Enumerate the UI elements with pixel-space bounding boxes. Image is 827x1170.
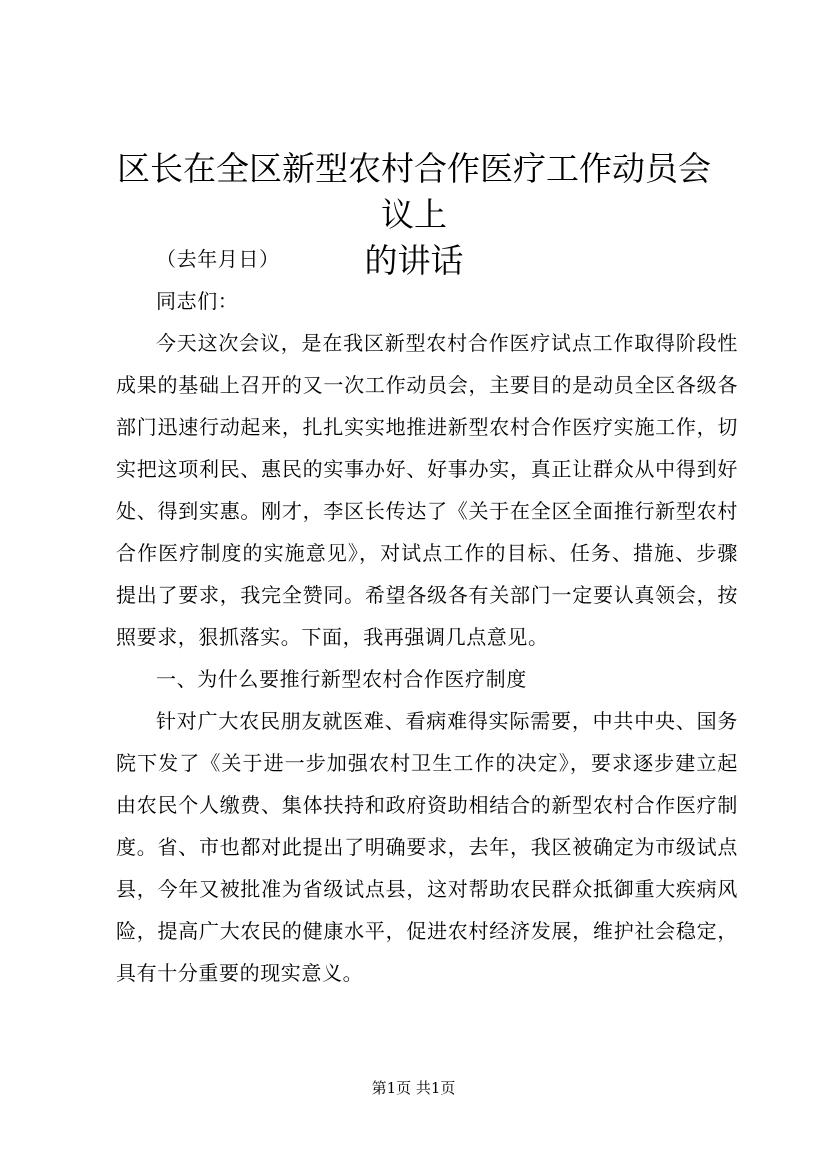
date-line: （去年月日） xyxy=(156,247,280,271)
paragraph-section-1: 针对广大农民朋友就医难、看病难得实际需要，中共中央、国务院下发了《关于进一步加强农村卫生工作的决定》，要求逐步建立起由农民个人缴费、集体扶持和政府资助相结合的新型农村合作医疗制度。省、市也都对此提出了明确要求，去年，我区被确定为市级试点县，今年又被批准为省级试点县，这对帮助农民群众抵御重大疾病风险，提高广大农民的健康水平，促进农村经济发展，维护社会稳定，具有十分重要的现实意义。 xyxy=(116,709,738,985)
salutation: 同志们： xyxy=(156,289,239,313)
paragraph-intro: 今天这次会议，是在我区新型农村合作医疗试点工作取得阶段性成果的基础上召开的又一次工作动员会，主要目的是动员全区各级各部门迅速行动起来，扎扎实实地推进新型农村合作医疗实施工作，切实把这项利民、惠民的实事办好、好事办实，真正让群众从中得到好处、得到实惠。刚才，李区长传达了《关于在全区全面推行新型农村合作医疗制度的实施意见》，对试点工作的目标、任务、措施、步骤提出了要求，我完全赞同。希望各级各有关部门一定要认真领会，按照要求，狠抓落实。下面，我再强调几点意见。 xyxy=(116,331,738,649)
title-line-2: 的讲话 xyxy=(364,241,464,280)
document-body xyxy=(116,238,738,994)
page-footer: 第1页 共1页 xyxy=(371,1079,456,1097)
section-heading-1: 一、为什么要推行新型农村合作医疗制度 xyxy=(156,667,527,691)
title-line-1: 区长在全区新型农村合作医疗工作动员会议上 xyxy=(117,149,711,234)
